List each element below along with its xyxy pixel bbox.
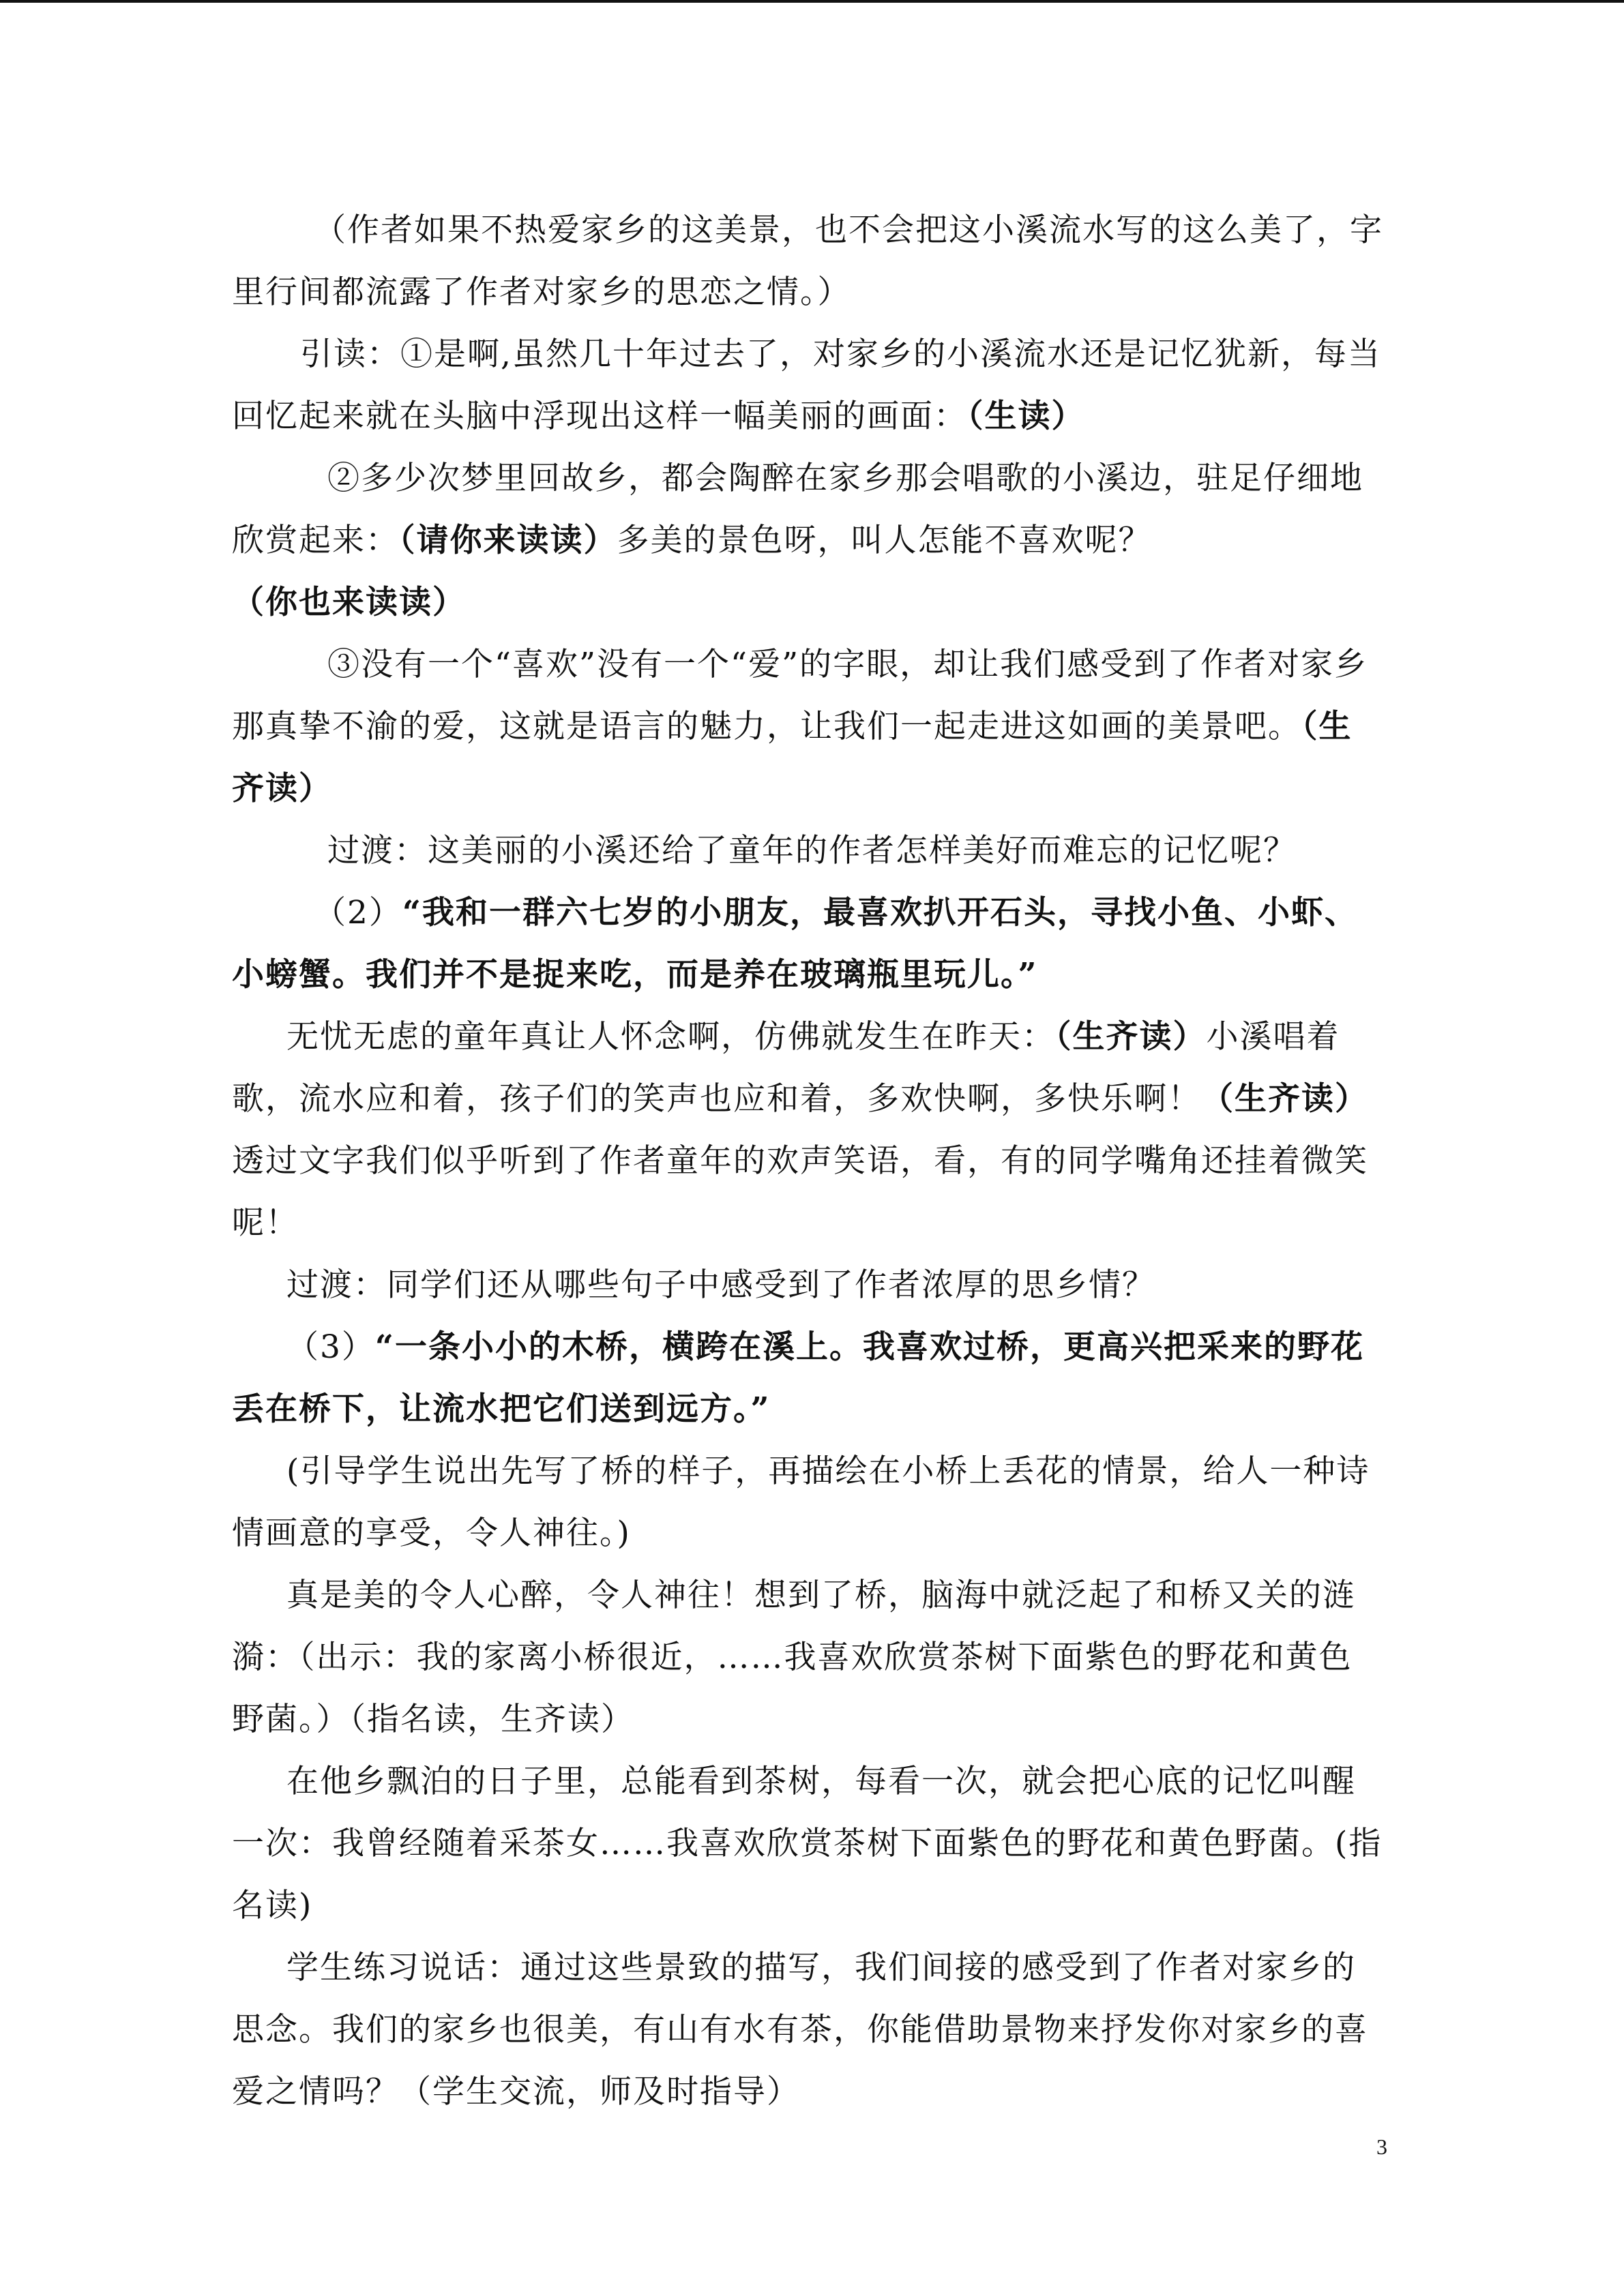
paragraph-speaking-practice [232, 1937, 1385, 2123]
reading-instruction: （生齐读） [232, 708, 1353, 807]
quote-number: （3） [286, 1328, 375, 1366]
reading-instruction: （生齐读） [1055, 1018, 1207, 1056]
document-body [232, 199, 1385, 2123]
paragraph-guided-reading-3 [232, 633, 1385, 820]
reading-instruction: （请你来读读） [399, 522, 617, 559]
page-number: 3 [1376, 2134, 1387, 2159]
paragraph-text: 过渡：这美丽的小溪还给了童年的作者怎样美好而难忘的记忆呢？ [327, 832, 1297, 869]
paragraph-guided-reading-1 [232, 323, 1385, 447]
paragraph-guide-students [232, 1440, 1385, 1564]
reading-instruction: （你也来读读） [232, 584, 466, 621]
paragraph-bridge-memory [232, 1564, 1385, 1750]
reading-instruction: （生齐读） [1201, 1080, 1368, 1118]
paragraph-text: ②多少次梦里回故乡，都会陶醉在家乡那会唱歌的小溪边，驻足仔细地欣赏起来： [232, 460, 1363, 559]
paragraph-quote-2 [232, 882, 1385, 1006]
paragraph-text: （作者如果不热爱家乡的这美景，也不会把这小溪流水写的这么美了，字里行间都流露了作者对家乡的思恋之情。） [232, 211, 1383, 311]
paragraph-transition-1 [232, 820, 1385, 882]
quoted-text: “一条小小的木桥，横跨在溪上。我喜欢过桥，更高兴把采来的野花丢在桥下，让流水把它们送到远方。” [232, 1328, 1364, 1428]
paragraph-author-emotion [232, 199, 1385, 323]
paragraph-quote-3 [232, 1316, 1385, 1440]
paragraph-text: 多美的景色呀，叫人怎能不喜欢呢？ [617, 522, 1152, 559]
paragraph-text: 真是美的令人心醉，令人神往！想到了桥，脑海中就泛起了和桥又关的涟漪：（出示：我的家离小桥很近，……我喜欢欣赏茶树下面紫色的野花和黄色野菌。）（指名读，生齐读） [232, 1577, 1356, 1738]
quote-number: （2） [314, 894, 402, 931]
paragraph-text: 无忧无虑的童年真让人怀念啊，仿佛就发生在昨天： [286, 1018, 1055, 1056]
paragraph-text: 小溪唱着歌，流水应和着，孩子们的笑声也应和着，多欢快啊，多快乐啊！ [232, 1018, 1340, 1118]
top-border-line [0, 0, 1624, 3]
paragraph-childhood [232, 1006, 1385, 1254]
paragraph-text: 在他乡飘泊的日子里，总能看到茶树，每看一次，就会把心底的记忆叫醒一次：我曾经随着采茶女……我喜欢欣赏茶树下面紫色的野花和黄色野菌。(指名读) [232, 1763, 1383, 1924]
paragraph-text: 过渡：同学们还从哪些句子中感受到了作者浓厚的思乡情？ [286, 1266, 1155, 1304]
paragraph-guided-reading-2 [232, 447, 1385, 633]
paragraph-text: 透过文字我们似乎听到了作者童年的欢声笑语，看，有的同学嘴角还挂着微笑呢！ [232, 1142, 1368, 1242]
paragraph-text: ③没有一个“喜欢”没有一个“爱”的字眼，却让我们感受到了作者对家乡那真挚不渝的爱，这就是语言的魅力，让我们一起走进这如画的美景吧。 [232, 646, 1368, 745]
paragraph-text: 学生练习说话：通过这些景致的描写，我们间接的感受到了作者对家乡的思念。我们的家乡也很美，有山有水有茶，你能借助景物来抒发你对家乡的喜爱之情吗？（学生交流，师及时指导） [232, 1949, 1368, 2111]
paragraph-text: 引读：①是啊,虽然几十年过去了，对家乡的小溪流水还是记忆犹新，每当回忆起来就在头脑中浮现出这样一幅美丽的画面： [232, 336, 1381, 435]
reading-instruction: （生读） [967, 398, 1085, 435]
quoted-text: “我和一群六七岁的小朋友，最喜欢扒开石头，寻找小鱼、小虾、小螃蟹。我们并不是捉来吃，而是养在玻璃瓶里玩儿。” [232, 894, 1358, 994]
paragraph-transition-2 [232, 1254, 1385, 1316]
paragraph-text: (引导学生说出先写了桥的样子，再描绘在小桥上丢花的情景，给人一种诗情画意的享受，令人神往。) [232, 1452, 1370, 1552]
paragraph-tea-tree [232, 1750, 1385, 1937]
